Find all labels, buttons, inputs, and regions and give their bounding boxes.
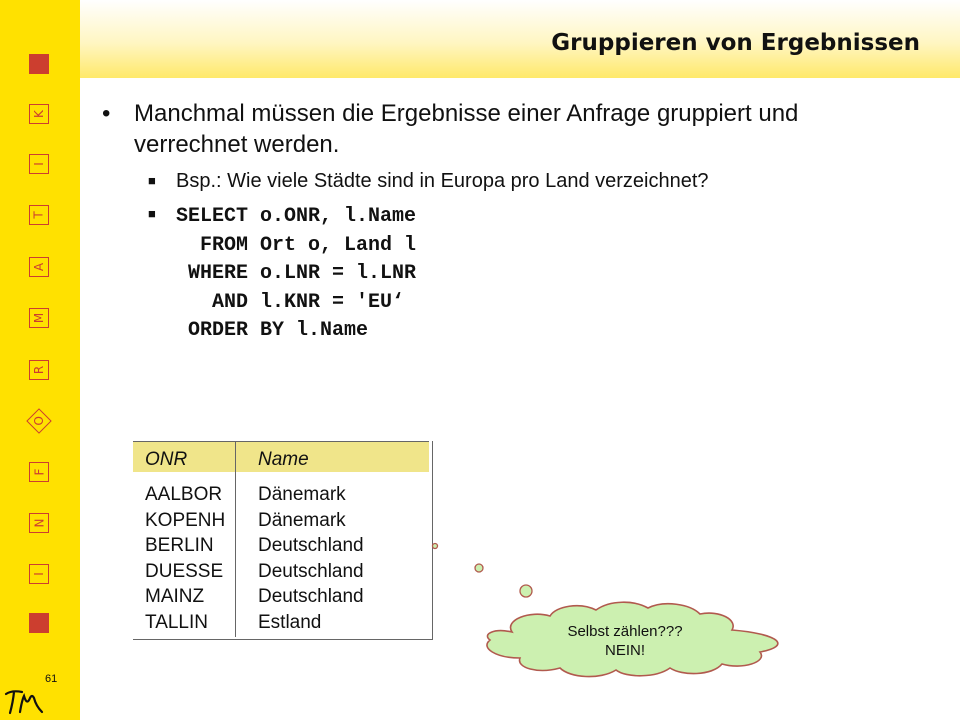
sql-line: FROM Ort o, Land l [176,233,417,257]
column-header-onr: ONR [145,449,188,470]
bubble-text [510,622,740,660]
square-bullet-icon: ■ [148,206,156,221]
sidebar-letter: N [29,513,49,533]
sql-line: WHERE o.LNR = l.LNR [176,262,417,285]
column-header-name: Name [258,449,309,470]
sql-line: SELECT o.ONR, l.Name [176,205,417,228]
cell-name: Dänemark [258,484,346,505]
bubble-dot-medium [475,564,483,572]
column-divider [235,441,236,637]
sidebar-diamond: O [26,408,51,433]
cell-onr: KOPENH [145,509,226,531]
cell-name: Dänemark [258,509,346,531]
sidebar-letter: I [29,154,49,174]
sql-line: AND l.KNR = 'EU‘ [176,290,405,314]
sidebar-letter: F [29,462,49,482]
result-table [133,441,433,640]
slide-title: Gruppieren von Ergebnissen [551,30,920,56]
sidebar-bar [0,0,80,720]
bubble-line-2: NEIN! [604,642,645,659]
bullet-main-text: Manchmal müssen die Ergebnisse einer Anfrage gruppiert und verrechnet werden. [134,100,799,158]
sidebar-letter: I [29,564,49,584]
tm-logo-icon [4,686,46,716]
bullet-main [102,98,892,160]
square-bullet-icon: ■ [148,173,156,188]
cell-onr: BERLIN [145,535,214,557]
sidebar-square-bottom [29,613,49,633]
sidebar-letter: M [29,308,49,328]
cell-onr: TALLIN [145,611,209,633]
table-header [133,441,429,472]
sql-line: ORDER BY l.Name [176,319,369,342]
page-number: 61 [45,673,58,685]
cell-onr: MAINZ [145,586,205,608]
cell-name: Deutschland [258,535,364,557]
sidebar-letter: A [29,257,49,277]
sub-bullet-example [148,168,709,194]
cell-name: Deutschland [258,560,364,582]
cell-name: Estland [258,611,322,633]
sidebar-letter: T [29,205,49,225]
cell-onr: DUESSE [145,560,224,582]
sidebar-square-top [29,54,49,74]
bubble-line-1: Selbst zählen??? [567,623,683,640]
example-text: Bsp.: Wie viele Städte sind in Europa pro Land verzeichnet? [176,170,709,192]
cell-onr: AALBOR [145,484,223,505]
bullet-dot-icon: • [102,100,111,127]
bubble-dot-large [520,585,532,597]
sidebar-letter: R [29,360,49,380]
bubble-dot-small [433,544,438,549]
sidebar-letter: K [29,104,49,124]
sql-code [176,203,416,346]
cell-name: Deutschland [258,586,364,608]
